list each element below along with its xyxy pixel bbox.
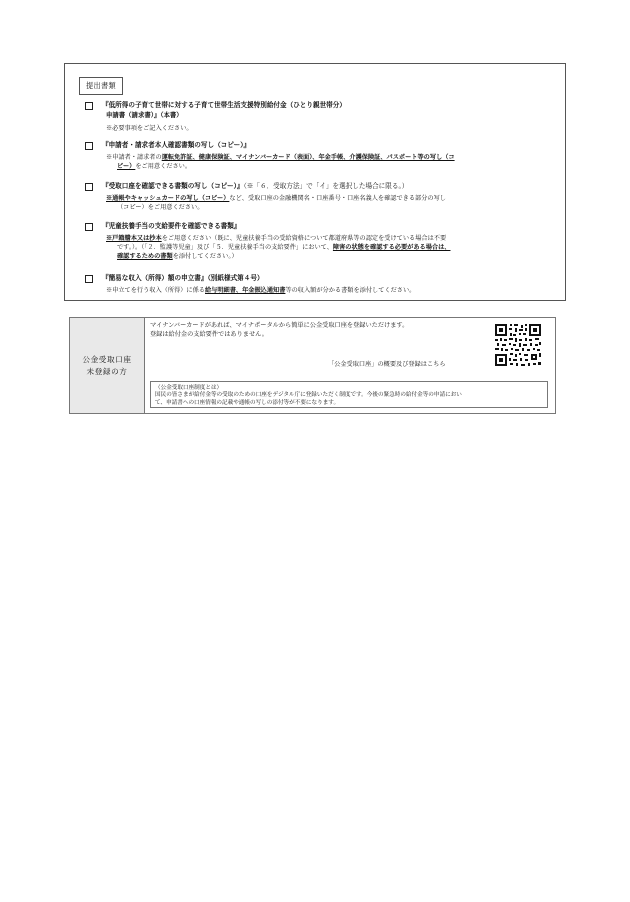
definition-box (150, 381, 548, 408)
item-title: 『低所得の子育て世帯に対する子育て世帯生活支援特別給付金（ひとり親世帯分） (102, 101, 346, 109)
checkbox[interactable] (85, 275, 93, 283)
definition-line1: 国民の皆さまが給付金等の受取のための口座をデジタル庁に登録いただく制度です。今後の緊急時の給付金等の申請におい (155, 392, 462, 398)
registration-text-line2: 登録は給付金の支給要件ではありません。 (150, 331, 268, 338)
item-note: ※申請者・請求者の運転免許証、健康保険証、マイナンバーカード（表面）、年金手帳、介護保険証、パスポート等の写し（コ ピー）をご用意ください。 (106, 154, 455, 170)
qr-code-icon[interactable] (494, 323, 542, 367)
checkbox[interactable] (85, 102, 93, 110)
registration-label-line1: 公金受取口座 (82, 354, 132, 364)
required-documents-box (64, 63, 566, 301)
section-tag: 提出書類 (79, 77, 123, 95)
checkbox[interactable] (85, 223, 93, 231)
public-account-registration-box (69, 317, 556, 414)
checkbox[interactable] (85, 142, 93, 150)
registration-label-cell (70, 318, 145, 413)
item-note: ※通帳やキャッシュカードの写し（コピー）など、受取口座の金融機関名・口座番号・口座名義人を確認できる部分の写し （コピー）をご用意ください。 (106, 195, 446, 211)
definition-line2: て、申請書への口座情報の記載や通帳の写しの添付等が不要になります。 (155, 400, 340, 406)
item-title: 『簡易な収入（所得）額の申立書』（別紙様式第４号） (102, 274, 264, 282)
registration-text-line1: マイナンバーカードがあれば、マイナポータルから簡単に公金受取口座を登録いただけます。 (150, 322, 409, 329)
document-item-bank-account (85, 182, 559, 216)
item-title: 『受取口座を確認できる書類の写し（コピー）』（※「６．受取方法」で「イ」を選択した場合に限る。） (102, 182, 409, 190)
item-title: 『児童扶養手当の支給要件を確認できる書類』 (102, 222, 241, 230)
document-item-income-statement (85, 274, 559, 298)
item-note: ※戸籍謄本又は抄本をご用意ください（既に、児童扶養手当の受給資格について都道府県等の認定を受けている場合は不要 です。）。（「２．監護等児童」及び「５．児童扶養手当の支給要件」において、障害の状態を確認する必要がある場合は、 確認するための書類を添付してください。） (106, 235, 451, 260)
definition-title: （公金受取口座制度とは） (155, 385, 223, 391)
item-note: ※必要事項をご記入ください。 (106, 125, 193, 132)
registration-label-line2: 未登録の方 (86, 366, 128, 376)
document-item-application (85, 101, 559, 135)
document-item-identity (85, 141, 559, 175)
item-title: 『申請者・請求者本人確認書類の写し（コピー）』 (102, 141, 251, 149)
item-subtitle: 申請書（請求書）』（本書） (106, 111, 183, 119)
document-item-child-support (85, 222, 559, 268)
item-note: ※申立てを行う収入（所得）に係る給与明細書、年金振込通知書等の収入額が分かる書類を添付してください。 (106, 287, 416, 294)
registration-link-text[interactable]: 「公金受取口座」の概要及び登録はこちら (328, 361, 446, 368)
checkbox[interactable] (85, 183, 93, 191)
